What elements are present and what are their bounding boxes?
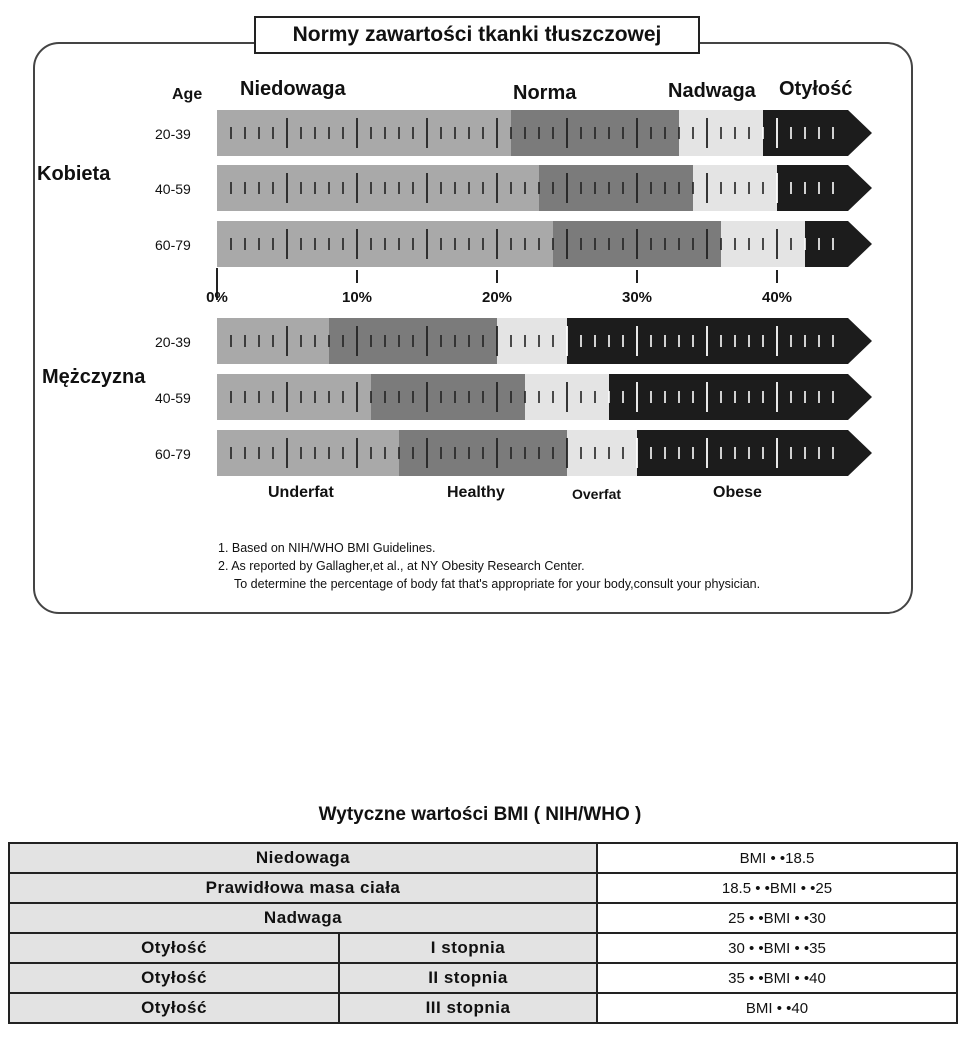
x-tick-label: 10% [341,289,373,306]
bmi-range: 35 • •BMI • •40 [597,963,957,993]
bmi-category: Prawidłowa masa ciała [9,873,597,903]
bmi-range: BMI • •40 [597,993,957,1023]
x-tick-label: 30% [621,289,653,306]
bmi-category: Otyłość [9,933,339,963]
age-label: 40-59 [155,390,191,406]
age-label: 20-39 [155,126,191,142]
x-tick-label: 40% [761,289,793,306]
bar-segment-overfat [567,430,637,476]
bmi-category: Otyłość [9,993,339,1023]
bmi-row-otylosc-2 [9,963,957,993]
bmi-row-niedowaga [9,843,957,873]
bar-segment-obese [763,110,872,156]
bmi-range: 25 • •BMI • •30 [597,903,957,933]
bmi-row-otylosc-1 [9,933,957,963]
zone-label-niedowaga: Niedowaga [240,78,346,100]
bar-segment-healthy [371,374,525,420]
bmi-row-otylosc-3 [9,993,957,1023]
bar-segment-underfat [217,374,371,420]
age-label: 60-79 [155,446,191,462]
bmi-category: Niedowaga [9,843,597,873]
zone-label-underfat: Underfat [268,484,334,501]
bmi-row-prawidlowa [9,873,957,903]
bmi-table [8,842,958,1024]
chart-title: Normy zawartości tkanki tłuszczowej [254,16,700,54]
zone-label-healthy: Healthy [447,484,505,501]
zone-label-nadwaga: Nadwaga [668,80,756,102]
group-label-mezczyzna: Mężczyzna [42,366,146,388]
bmi-table-title: Wytyczne wartości BMI ( NIH/WHO ) [318,804,642,825]
footnote-2: 2. As reported by Gallagher,et al., at NY Obesity Research Center. [218,559,585,573]
bar-segment-obese [567,318,872,364]
zone-label-norma: Norma [513,82,577,104]
age-axis-label: Age [172,86,203,103]
x-tick-label: 20% [481,289,513,306]
age-label: 40-59 [155,181,191,197]
bar-segment-underfat [217,110,511,156]
bar-segment-underfat [217,165,539,211]
bmi-degree: II stopnia [339,963,597,993]
bar-segment-healthy [539,165,693,211]
bmi-degree: III stopnia [339,993,597,1023]
group-label-kobieta: Kobieta [37,163,111,185]
bmi-row-nadwaga [9,903,957,933]
bmi-range: 30 • •BMI • •35 [597,933,957,963]
zone-label-obese: Obese [713,484,762,501]
age-label: 60-79 [155,237,191,253]
footnote-3: To determine the percentage of body fat that's appropriate for your body,consult your physician. [234,577,761,591]
bmi-range: 18.5 • •BMI • •25 [597,873,957,903]
bar-segment-overfat [497,318,567,364]
age-label: 20-39 [155,334,191,350]
bar-segment-obese [805,221,872,267]
bmi-category: Nadwaga [9,903,597,933]
bmi-range: BMI • •18.5 [597,843,957,873]
bmi-degree: I stopnia [339,933,597,963]
x-tick-label: 0% [206,289,228,306]
zone-label-otylosc: Otyłość [779,78,853,100]
bar-segment-obese [637,430,872,476]
zone-label-overfat: Overfat [572,486,622,502]
footnote-1: 1. Based on NIH/WHO BMI Guidelines. [218,541,436,555]
bmi-category: Otyłość [9,963,339,993]
